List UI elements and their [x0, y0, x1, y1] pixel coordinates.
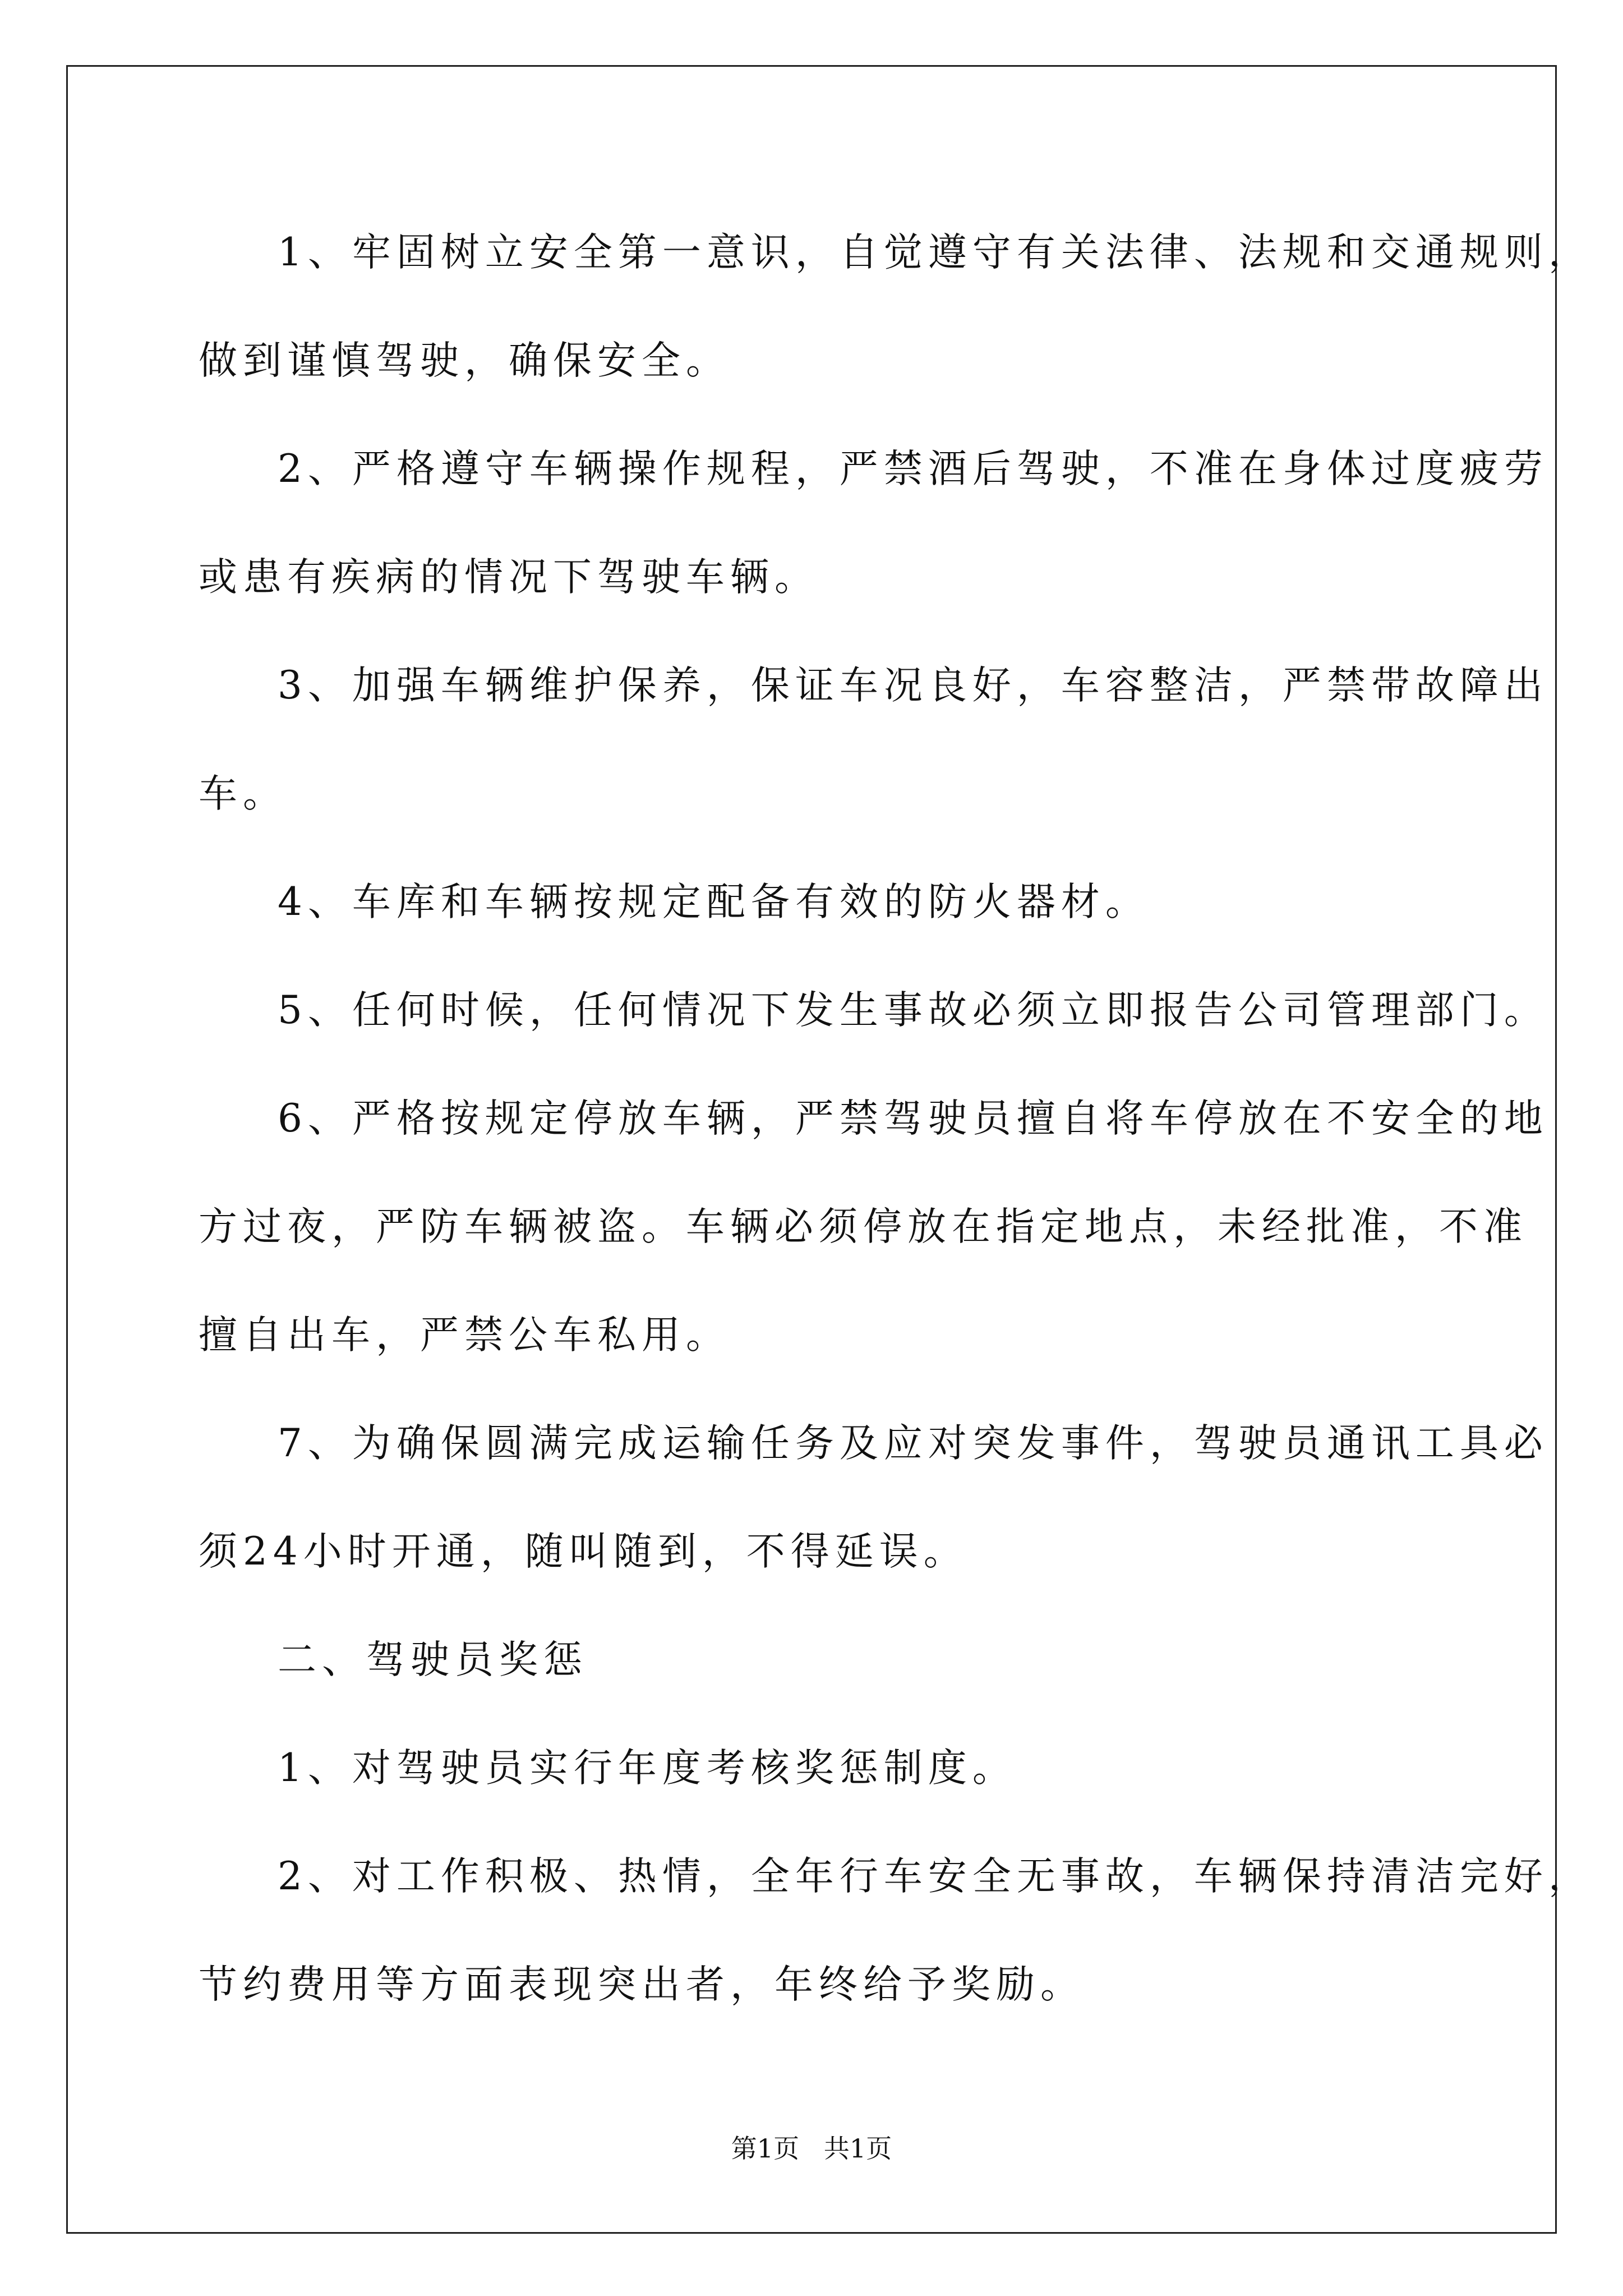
paragraph-line: 1、对驾驶员实行年度考核奖惩制度。	[278, 1746, 1017, 1791]
paragraph-line: 节约费用等方面表现突出者，年终给予奖励。	[199, 1962, 1085, 2007]
paragraph-line: 车。	[199, 771, 287, 816]
page-footer: 第1页 共1页	[731, 2133, 892, 2164]
paragraph-line: 或患有疾病的情况下驾驶车辆。	[199, 555, 819, 600]
section-heading: 二、驾驶员奖惩	[278, 1637, 588, 1682]
paragraph-line: 擅自出车，严禁公车私用。	[199, 1313, 730, 1358]
paragraph-line: 5、任何时候，任何情况下发生事故必须立即报告公司管理部门。	[278, 988, 1548, 1033]
paragraph-line: 1、牢固树立安全第一意识，自觉遵守有关法律、法规和交通规则，	[278, 230, 1593, 275]
paragraph-line: 须24小时开通，随叫随到，不得延误。	[199, 1529, 968, 1574]
paragraph-line: 2、对工作积极、热情，全年行车安全无事故，车辆保持清洁完好，	[278, 1854, 1593, 1899]
paragraph-line: 3、加强车辆维护保养，保证车况良好，车容整洁，严禁带故障出	[278, 663, 1548, 708]
page-border	[66, 65, 1557, 2234]
paragraph-line: 6、严格按规定停放车辆，严禁驾驶员擅自将车停放在不安全的地	[278, 1096, 1548, 1141]
paragraph-line: 2、严格遵守车辆操作规程，严禁酒后驾驶，不准在身体过度疲劳	[278, 447, 1548, 491]
paragraph-line: 7、为确保圆满完成运输任务及应对突发事件，驾驶员通讯工具必	[278, 1421, 1548, 1466]
paragraph-line: 4、车库和车辆按规定配备有效的防火器材。	[278, 880, 1150, 924]
paragraph-line: 方过夜，严防车辆被盗。车辆必须停放在指定地点，未经批准，不准	[199, 1204, 1528, 1249]
paragraph-line: 做到谨慎驾驶，确保安全。	[199, 338, 730, 383]
